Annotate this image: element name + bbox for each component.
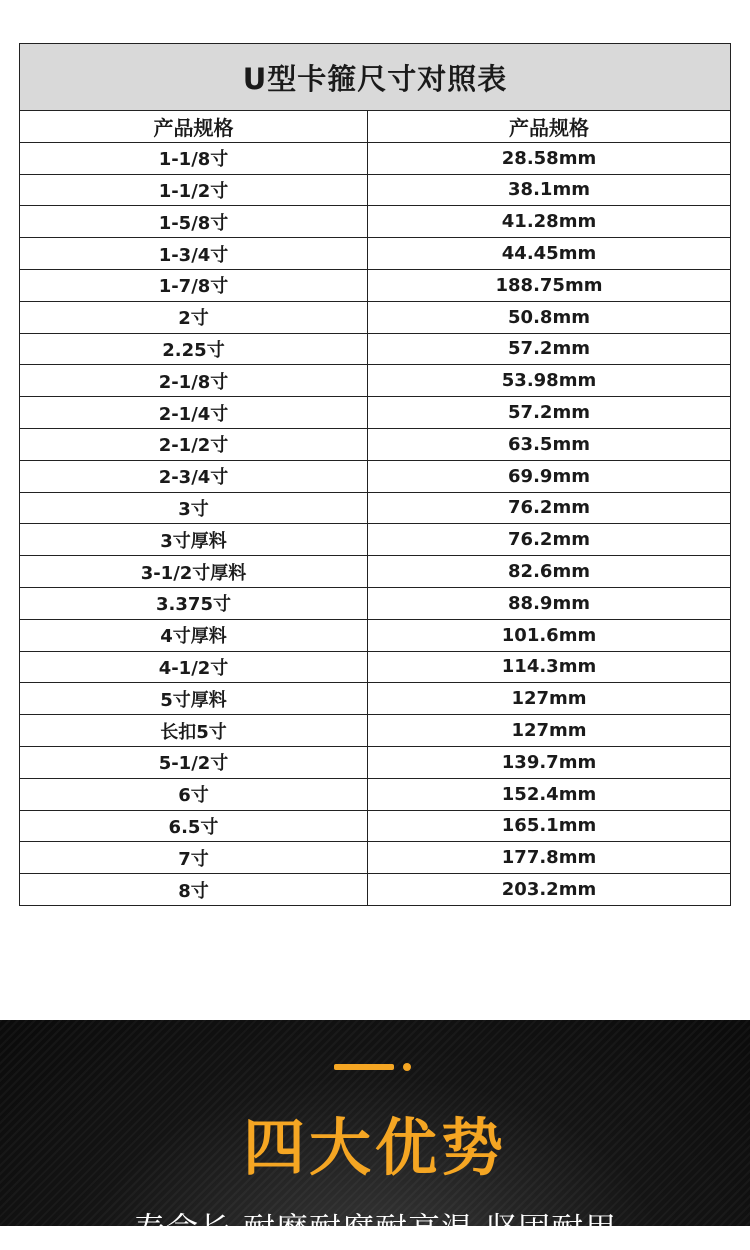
spec-cell: 3-1/2寸厚料	[20, 556, 368, 588]
accent-bar	[334, 1064, 394, 1070]
table-row	[20, 651, 730, 683]
table-row	[20, 238, 730, 270]
table-row	[20, 174, 730, 206]
size-cell: 69.9mm	[368, 460, 731, 492]
spec-cell: 3.375寸	[20, 587, 368, 619]
spec-cell: 6.5寸	[20, 810, 368, 842]
table-row	[20, 397, 730, 429]
size-cell: 127mm	[368, 683, 731, 715]
column-header: 产品规格	[368, 111, 731, 142]
table-body	[20, 142, 730, 905]
advantages-banner	[0, 1020, 750, 1248]
size-cell: 57.2mm	[368, 333, 731, 365]
spec-cell: 2寸	[20, 301, 368, 333]
table-row	[20, 746, 730, 778]
table-row	[20, 556, 730, 588]
size-cell: 57.2mm	[368, 397, 731, 429]
size-cell: 50.8mm	[368, 301, 731, 333]
table-row	[20, 874, 730, 905]
table-title: U型卡箍尺寸对照表	[20, 44, 730, 111]
size-cell: 38.1mm	[368, 174, 731, 206]
size-cell: 44.45mm	[368, 238, 731, 270]
size-cell: 76.2mm	[368, 492, 731, 524]
spec-cell: 8寸	[20, 874, 368, 905]
table-row	[20, 778, 730, 810]
spec-cell: 1-1/8寸	[20, 142, 368, 174]
banner-subtitle: 寿命长 耐磨耐腐耐高温 坚固耐用	[132, 1210, 618, 1248]
size-cell: 101.6mm	[368, 619, 731, 651]
column-header: 产品规格	[20, 111, 368, 142]
spec-cell: 2-3/4寸	[20, 460, 368, 492]
table-row	[20, 492, 730, 524]
spec-cell: 7寸	[20, 842, 368, 874]
size-cell: 53.98mm	[368, 365, 731, 397]
size-cell: 152.4mm	[368, 778, 731, 810]
table-row	[20, 365, 730, 397]
size-cell: 188.75mm	[368, 269, 731, 301]
table-header-row	[20, 111, 730, 142]
spec-cell: 3寸厚料	[20, 524, 368, 556]
spec-cell: 5-1/2寸	[20, 746, 368, 778]
table-row	[20, 683, 730, 715]
size-cell: 41.28mm	[368, 206, 731, 238]
size-table-grid	[20, 111, 730, 905]
table-row	[20, 619, 730, 651]
table-row	[20, 587, 730, 619]
size-table	[19, 43, 731, 906]
size-cell: 28.58mm	[368, 142, 731, 174]
spec-cell: 1-3/4寸	[20, 238, 368, 270]
table-row	[20, 428, 730, 460]
spec-cell: 2.25寸	[20, 333, 368, 365]
spec-cell: 长扣5寸	[20, 715, 368, 747]
table-row	[20, 524, 730, 556]
size-cell: 76.2mm	[368, 524, 731, 556]
table-row	[20, 269, 730, 301]
spec-cell: 2-1/8寸	[20, 365, 368, 397]
spec-cell: 1-5/8寸	[20, 206, 368, 238]
spec-cell: 3寸	[20, 492, 368, 524]
spec-cell: 1-7/8寸	[20, 269, 368, 301]
table-row	[20, 810, 730, 842]
spec-cell: 1-1/2寸	[20, 174, 368, 206]
size-cell: 165.1mm	[368, 810, 731, 842]
accent-dot	[403, 1063, 411, 1071]
table-row	[20, 142, 730, 174]
table-row	[20, 460, 730, 492]
size-cell: 203.2mm	[368, 874, 731, 905]
spec-cell: 4寸厚料	[20, 619, 368, 651]
table-row	[20, 715, 730, 747]
table-row	[20, 842, 730, 874]
spec-cell: 4-1/2寸	[20, 651, 368, 683]
size-cell: 82.6mm	[368, 556, 731, 588]
table-row	[20, 333, 730, 365]
size-cell: 63.5mm	[368, 428, 731, 460]
size-cell: 139.7mm	[368, 746, 731, 778]
size-cell: 177.8mm	[368, 842, 731, 874]
size-cell: 114.3mm	[368, 651, 731, 683]
table-row	[20, 301, 730, 333]
size-cell: 88.9mm	[368, 587, 731, 619]
spec-cell: 5寸厚料	[20, 683, 368, 715]
banner-title: 四大优势	[242, 1111, 507, 1184]
table-row	[20, 206, 730, 238]
spec-cell: 2-1/2寸	[20, 428, 368, 460]
spec-cell: 2-1/4寸	[20, 397, 368, 429]
spec-cell: 6寸	[20, 778, 368, 810]
size-cell: 127mm	[368, 715, 731, 747]
